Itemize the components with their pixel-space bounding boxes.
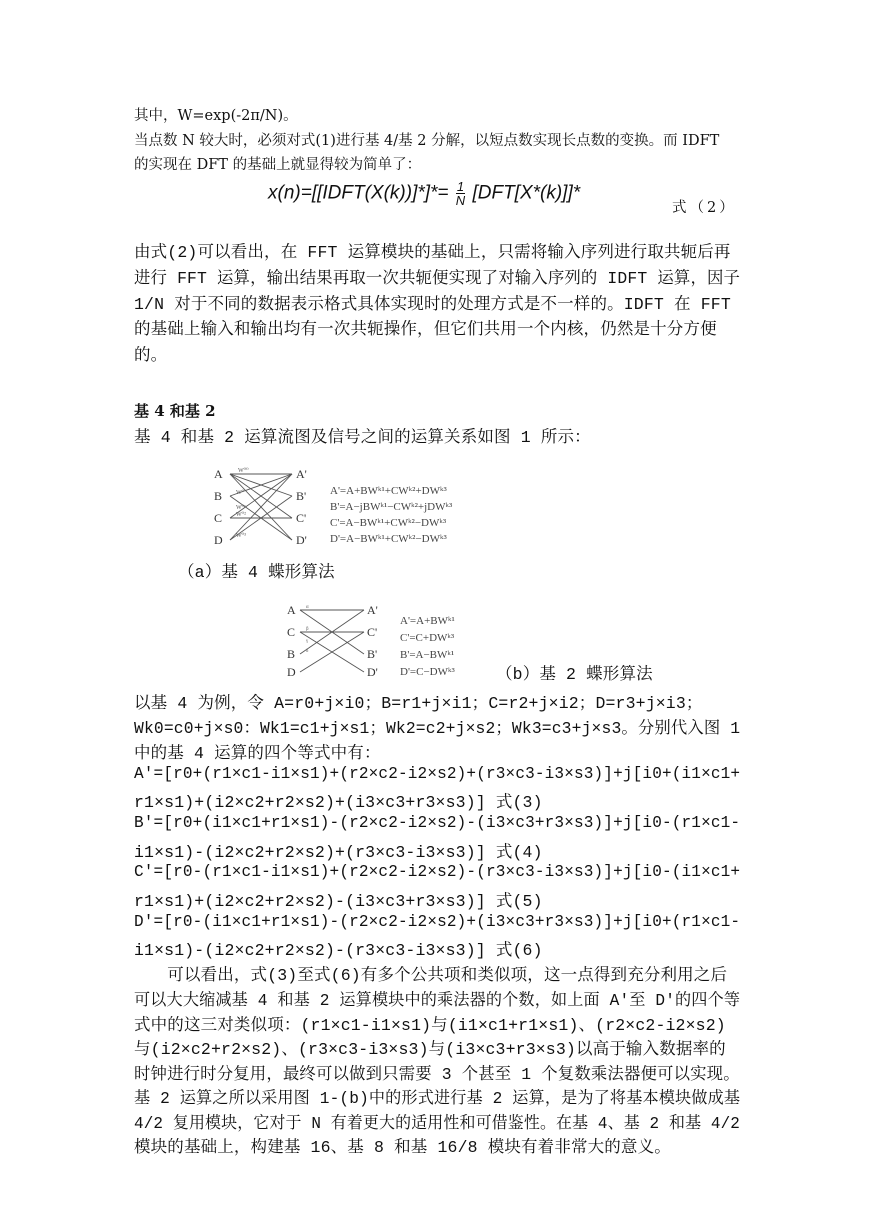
paragraph-line: 时钟进行时分复用，最终可以做到只需要 3 个甚至 1 个复数乘法器便可以实现。 — [134, 1065, 740, 1084]
equation-line: C'=[r0-(r1×c1-i1×s1)+(r2×c2-i2×s2)-(r3×c3-i3×s3)]+j[i0-(i1×c1+ — [134, 862, 741, 881]
paragraph-line: Wk0=c0+j×s0：Wk1=c1+j×s1；Wk2=c2+j×s2；Wk3=c3+j×s3。分别代入图 1 — [134, 719, 741, 738]
butterfly-equation: B'=A−BWᵏ¹ — [400, 649, 455, 661]
output-label: C' — [367, 625, 378, 639]
output-label: C' — [296, 511, 307, 525]
paragraph-line: 式中的这三对类似项：(r1×c1-i1×s1)与(i1×c1+r1×s1)、(r2×c2-i2×s2) — [134, 1016, 726, 1035]
equation-line: r1×s1)+(i2×c2+r2×s2)-(i3×c3+r3×s3)] 式(5) — [134, 892, 543, 911]
equation-rhs: [DFT[X*(k)]]* — [472, 182, 581, 204]
equation-lhs: x(n)=[[IDFT(X(k))]*]*= — [268, 182, 449, 204]
paragraph-line: 4/2 复用模块，它对于 N 有着更大的适用性和可借鉴性。在基 4、基 2 和基 4/2 — [134, 1114, 741, 1133]
paragraph-line: 基 2 运算之所以采用图 1-(b)中的形式进行基 2 运算，是为了将基本模块做成基 — [134, 1089, 741, 1108]
equation-line: B'=[r0+(i1×c1+r1×s1)-(r2×c2-i2×s2)-(i3×c3+r3×s3)]+j[i0-(r1×c1- — [134, 813, 741, 832]
intro-paragraph-line: 当点数 N 较大时，必须对式(1)进行基 4/基 2 分解，以短点数实现长点数的变换。而 IDFT — [134, 133, 720, 149]
input-label: C — [287, 625, 296, 639]
paragraph-line: 进行 FFT 运算，输出结果再取一次共轭便实现了对输入序列的 IDFT 运算，因子 — [134, 269, 741, 288]
radix2-butterfly-diagram — [284, 600, 489, 680]
paragraph-line: 的基础上输入和输出均有一次共轭操作，但它们共用一个内核，仍然是十分方便 — [134, 320, 717, 339]
paragraph-line: 的。 — [134, 346, 168, 365]
butterfly-equation: D'=C−DWᵏ³ — [400, 666, 455, 678]
input-label: D — [214, 533, 223, 547]
twiddle-label: β — [306, 627, 309, 632]
paragraph-line: 中的基 4 运算的四个等式中有： — [134, 744, 381, 763]
paragraph-line: 以基 4 为例，令 A=r0+j×i0；B=r1+j×i1；C=r2+j×i2；D=r3+j×i3； — [134, 694, 703, 713]
input-label: A — [287, 603, 296, 617]
where-line: 其中，W=exp(-2π/N)。 — [134, 108, 298, 124]
equation-fraction — [456, 180, 465, 207]
butterfly-equation: B'=A−jBWᵏ¹−CWᵏ²+jDWᵏ³ — [330, 501, 453, 513]
input-label: B — [214, 489, 223, 503]
input-label: B — [287, 647, 296, 661]
twiddle-label: δ — [306, 649, 309, 654]
butterfly-lines — [300, 610, 364, 672]
output-label: D' — [367, 665, 378, 679]
input-label: A — [214, 467, 223, 481]
butterfly-equation: A'=A+BWᵏ¹ — [400, 615, 455, 627]
section-intro: 基 4 和基 2 运算流图及信号之间的运算关系如图 1 所示： — [134, 428, 591, 447]
fraction-denominator: N — [455, 193, 466, 208]
butterfly-equation: C'=C+DWᵏ³ — [400, 632, 455, 644]
paragraph-line: 可以大大缩减基 4 和基 2 运算模块中的乘法器的个数，如上面 A'至 D'的四个等 — [134, 991, 741, 1010]
equation-line: A'=[r0+(r1×c1-i1×s1)+(r2×c2-i2×s2)+(r3×c3-i3×s3)]+j[i0+(i1×c1+ — [134, 764, 741, 783]
output-label: D' — [296, 533, 307, 547]
twiddle-label: W⁰² — [236, 512, 246, 518]
butterfly-equation: C'=A−BWᵏ¹+CWᵏ²−DWᵏ³ — [330, 517, 447, 529]
output-label: A' — [367, 603, 378, 617]
twiddle-label: W⁰ — [236, 490, 245, 496]
twiddle-label: W⁰¹ — [236, 505, 246, 511]
output-label: A' — [296, 467, 307, 481]
equation-line: r1×s1)+(i2×c2+r2×s2)+(i3×c3+r3×s3)] 式(3) — [134, 793, 543, 812]
butterfly-equation: D'=A−BWᵏ¹+CWᵏ²−DWᵏ³ — [330, 533, 447, 545]
twiddle-label: W⁰⁰ — [238, 468, 249, 474]
twiddle-label: γ — [306, 639, 309, 644]
paragraph-line: 模块的基础上，构建基 16、基 8 和基 16/8 模块有着非常大的意义。 — [134, 1138, 671, 1157]
equation-2 — [268, 180, 580, 207]
equation-line: i1×s1)-(i2×c2+r2×s2)+(r3×c3-i3×s3)] 式(4) — [134, 843, 543, 862]
section-heading: 基 4 和基 2 — [134, 402, 216, 420]
equation-line: D'=[r0-(i1×c1+r1×s1)-(r2×c2-i2×s2)+(i3×c3+r3×s3)]+j[i0+(r1×c1- — [134, 912, 741, 931]
fraction-numerator: 1 — [456, 179, 465, 194]
paragraph-line: 由式(2)可以看出，在 FFT 运算模块的基础上，只需将输入序列进行取共轭后再 — [134, 243, 731, 262]
paragraph-line: 可以看出，式(3)至式(6)有多个公共项和类似项，这一点得到充分利用之后 — [134, 966, 728, 985]
input-label: D — [287, 665, 296, 679]
equation-line: i1×s1)-(i2×c2+r2×s2)-(r3×c3-i3×s3)] 式(6) — [134, 941, 543, 960]
butterfly-equation: A'=A+BWᵏ¹+CWᵏ²+DWᵏ³ — [330, 485, 447, 497]
twiddle-label: α — [306, 605, 309, 610]
radix4-butterfly-diagram — [210, 464, 510, 549]
figure-a-caption: （a）基 4 蝶形算法 — [178, 563, 335, 582]
output-label: B' — [367, 647, 378, 661]
paragraph-line: 与(i2×c2+r2×s2)、(r3×c3-i3×s3)与(i3×c3+r3×s3)以高于输入数据率的 — [134, 1040, 726, 1059]
input-label: C — [214, 511, 223, 525]
paragraph-line: 1/N 对于不同的数据表示格式具体实现时的处理方式是不一样的。IDFT 在 FFT — [134, 295, 731, 314]
intro-paragraph-line: 的实现在 DFT 的基础上就显得较为简单了： — [134, 157, 422, 173]
figure-b-caption: （b）基 2 蝶形算法 — [496, 665, 653, 684]
equation-label: 式（2） — [672, 200, 737, 216]
twiddle-label: W⁰³ — [236, 533, 246, 539]
output-label: B' — [296, 489, 307, 503]
